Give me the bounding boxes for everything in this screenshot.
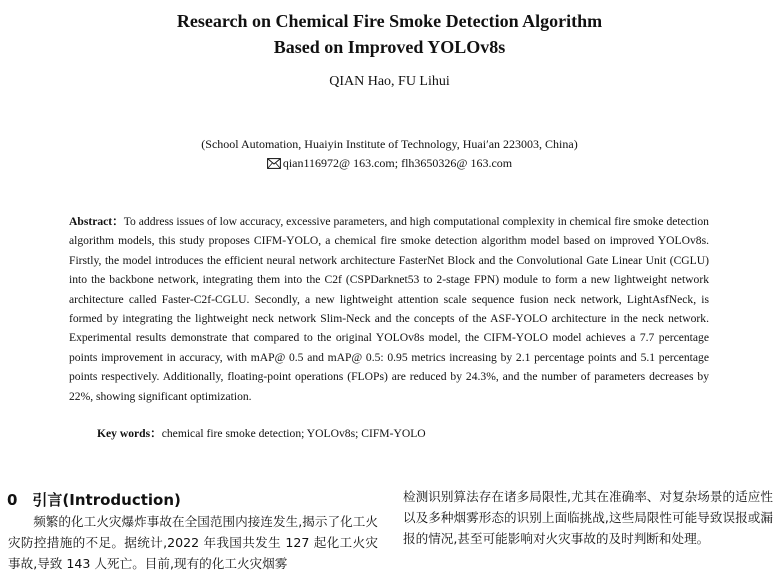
- left-column: [8, 511, 378, 574]
- keywords-text: chemical fire smoke detection; YOLOv8s; CIFM-YOLO: [161, 427, 426, 440]
- email-addresses: qian116972@ 163.com; flh3650326@ 163.com: [282, 156, 513, 170]
- left-paragraph: 频繁的化工火灾爆炸事故在全国范围内接连发生,揭示了化工火灾防控措施的不足。据统计,2022 年我国共发生 127 起化工火灾事故,导致 143 人死亡。目前,现有的化工火灾烟雾: [8, 514, 378, 571]
- section-heading: 0 引言(Introduction): [7, 491, 181, 509]
- title-line-1: Research on Chemical Fire Smoke Detection Algorithm: [176, 11, 603, 31]
- abstract-label: Abstract：: [69, 215, 124, 228]
- envelope-icon: [267, 158, 281, 169]
- keywords-label: Key words：: [97, 427, 162, 440]
- abstract-text: To address issues of low accuracy, excessive parameters, and high computational complexity in chemical fire smoke detection algorithm models, this study proposes CIFM-YOLO, a chemical fire smoke detection algorithm model based on improved YOLOv8s. Firstly, the model introduces the efficient neural network architecture FasterNet Block and the Convolutional Gate Linear Unit (CGLU) into the backbone network, integrating them into the C2f (CSPDarknet53 to 2-stage FPN) module to form a new lightweight network architecture called Faster-C2f-CGLU. Secondly, a new lightweight attention scale sequence fusion neck network, LightAsfNeck, is formed by integrating the lightweight neck network Slim-Neck and the concepts of the ASF-YOLO architecture in the neck network. Experimental results demonstrate that compared to the original YOLOv8s model, the CIFM-YOLO model achieves a 7.7 percentage points improvement in accuracy, with mAP@ 0.5 and mAP@ 0.5: 0.95 metrics increasing by 2.1 percentage points and 5.1 percentage points respectively. Additionally, floating-point operations (FLOPs) are reduced by 24.3%, and the number of parameters decreases by 22%, showing significant optimization.: [69, 215, 709, 403]
- paper-title: [0, 8, 779, 60]
- email-line: [0, 156, 779, 171]
- keywords: [97, 425, 426, 441]
- right-column: [403, 486, 773, 549]
- title-line-2: Based on Improved YOLOv8s: [273, 37, 506, 57]
- affiliation: (School Automation, Huaiyin Institute of Technology, Huai′an 223003, China): [201, 137, 578, 151]
- right-paragraph: 检测识别算法存在诸多局限性,尤其在准确率、对复杂场景的适应性以及多种烟雾形态的识别上面临挑战,这些局限性可能导致误报或漏报的情况,甚至可能影响对火灾事故的及时判断和处理。: [403, 489, 773, 546]
- authors: QIAN Hao, FU Lihui: [329, 74, 450, 89]
- abstract: [69, 212, 709, 406]
